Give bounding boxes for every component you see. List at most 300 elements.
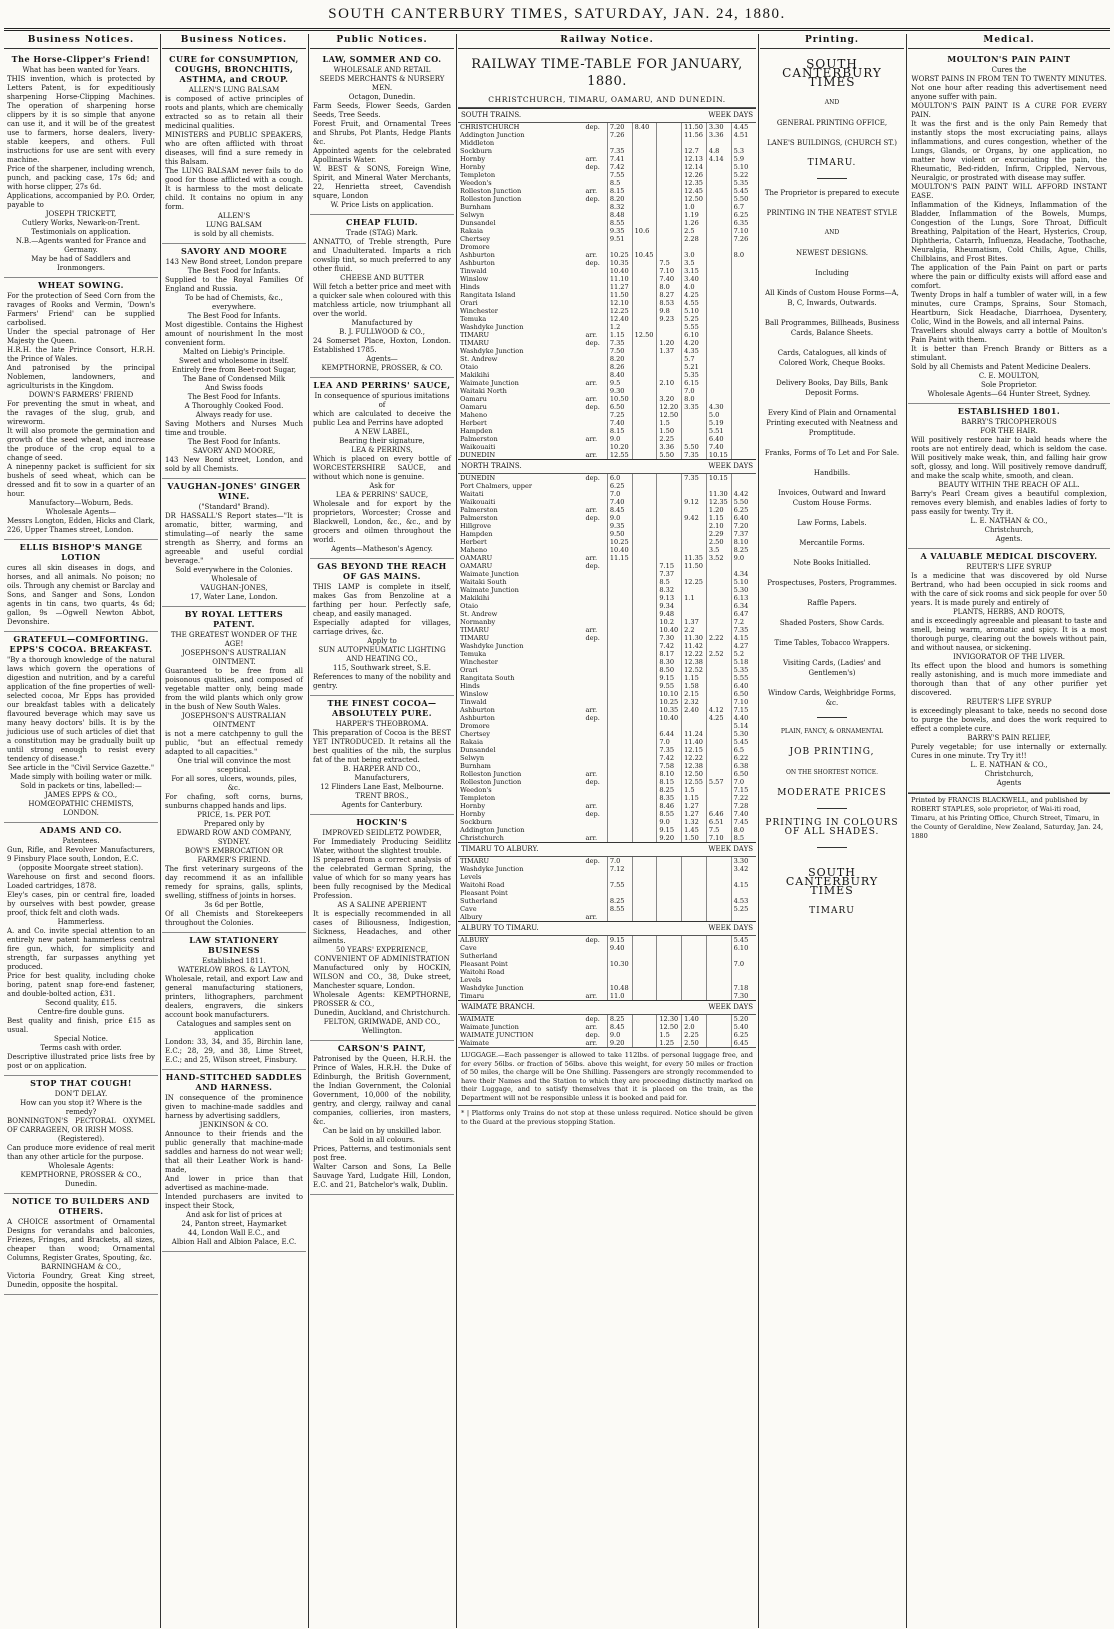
train-time <box>632 347 657 355</box>
ad-text: Guaranteed to be free from all poisonous qualities, and composed of vegetable matter only, being made from the wild plants which only grow in the bush of New South Wales. <box>165 667 303 711</box>
train-time <box>607 762 632 770</box>
train-time: 10.40 <box>607 546 632 554</box>
train-time <box>657 363 682 371</box>
arr-dep <box>583 131 607 139</box>
table-row <box>458 952 756 960</box>
arr-dep: arr. <box>585 802 598 810</box>
train-time: 7.55 <box>607 171 632 179</box>
station-name: Hinds <box>460 283 480 291</box>
train-time: 12.50 <box>657 411 682 419</box>
ad-title: ESTABLISHED 1801. <box>957 406 1061 416</box>
waimate-branch-table <box>458 1015 756 1047</box>
train-time <box>632 339 657 347</box>
ad-text: For all sores, ulcers, wounds, piles, &c. <box>171 775 297 792</box>
station-name: Waikouaiti <box>460 498 496 506</box>
station-name: Temuka <box>460 315 487 323</box>
train-time: 8.53 <box>657 299 682 307</box>
arr-dep <box>583 610 607 618</box>
ad-title: HAND-STITCHED SADDLES AND HARNESS. <box>165 1072 303 1092</box>
train-time: 6.38 <box>731 762 756 770</box>
table-row <box>458 826 756 834</box>
train-time: 7.10 <box>731 227 756 235</box>
table-row <box>458 642 756 650</box>
train-time <box>632 403 657 411</box>
arr-dep <box>583 283 607 291</box>
column-printing <box>760 34 904 1628</box>
table-row <box>458 722 756 730</box>
train-time: 9.0 <box>731 554 756 562</box>
train-time <box>706 363 731 371</box>
train-time: 7.10 <box>731 698 756 706</box>
ad-text: Christchurch, <box>984 770 1034 778</box>
train-time <box>706 642 731 650</box>
table-row <box>458 490 756 498</box>
imprint: Printed by FRANCIS BLACKWELL, and published by ROBERT STAPLES, sole proprietor, of Wai-iti road, Timaru, at his Printing Office, Church Street, Timaru, in the County of Geraldine, New Zealand, Saturday, Jan. 24, 1880 <box>908 793 1110 845</box>
train-time: 2.50 <box>706 538 731 546</box>
train-time <box>706 984 731 992</box>
train-time <box>706 802 731 810</box>
train-time <box>632 1023 657 1031</box>
ad-text: 143 New Bond street, London prepare <box>165 258 303 266</box>
printing-footer-title: SOUTH CANTERBURY TIMES <box>785 866 879 897</box>
train-time <box>706 387 731 395</box>
train-time: 9.35 <box>607 227 632 235</box>
table-row <box>458 275 756 283</box>
train-time: 12.55 <box>607 451 632 459</box>
train-time <box>682 506 707 514</box>
train-time: 5.3 <box>731 147 756 155</box>
section-label: NORTH TRAINS. <box>461 462 522 470</box>
train-time <box>632 602 657 610</box>
train-time: 5.50 <box>731 195 756 203</box>
ad-text: Wholesale Agents—64 Hunter Street, Sydney. <box>927 390 1091 398</box>
station-name: Weedon's <box>460 786 492 794</box>
ad-text: TRENT BROS., <box>355 792 409 800</box>
train-time <box>632 482 657 490</box>
train-time <box>607 610 632 618</box>
station-name: Otaio <box>460 602 479 610</box>
printing-service-item: Shaded Posters, Show Cards. <box>779 619 885 627</box>
table-row <box>458 562 756 570</box>
table-row <box>458 347 756 355</box>
column-heading: Medical. <box>908 34 1110 49</box>
ad-text: Cutlery Works, Newark-on-Trent. <box>22 219 140 227</box>
train-time <box>632 578 657 586</box>
arr-dep <box>583 722 607 730</box>
ad-text: Testimonials on application. <box>31 228 131 236</box>
luggage-notice: LUGGAGE.—Each passenger is allowed to take 112lbs. of personal luggage free, and for every 56lbs. or fraction of 56lbs. above this weight, for every 50 miles or fraction of 50 miles, the charge will be One Shilling. Passengers are strongly recommended to have their Names and the Station to which they are proceeding distinctly marked on their Luggage, and to satisfy themselves that it is placed on the train, as the Department will not be responsible unless it is booked and paid for. <box>458 1047 756 1105</box>
arr-dep: dep. <box>585 634 600 642</box>
train-time <box>706 203 731 211</box>
arr-dep <box>583 690 607 698</box>
train-time <box>706 936 731 944</box>
train-time <box>632 419 657 427</box>
train-time: 8.45 <box>607 506 632 514</box>
table-row <box>458 443 756 451</box>
week-days-label: WEEK DAYS <box>708 1003 753 1011</box>
train-time: 8.15 <box>607 427 632 435</box>
train-time <box>632 363 657 371</box>
train-time <box>731 387 756 395</box>
ad-text: LEA & PERRINS' SAUCE, <box>335 491 429 499</box>
train-time: 6.15 <box>682 379 707 387</box>
ad-title: The Horse-Clipper's Friend! <box>11 54 151 64</box>
ad-text: is composed of active principles of roots and plants, which are chemically extracted so as to retain all their medicinal qualities. <box>165 95 303 130</box>
arr-dep <box>583 211 607 219</box>
train-time <box>607 618 632 626</box>
arr-dep: arr. <box>585 379 598 387</box>
station-name: Waikouaiti <box>460 443 496 451</box>
train-time: 8.10 <box>731 538 756 546</box>
train-time <box>632 435 657 443</box>
table-row <box>458 403 756 411</box>
station-name: Orari <box>460 299 478 307</box>
train-time <box>657 155 682 163</box>
train-time: 9.30 <box>607 387 632 395</box>
train-time: 6.51 <box>706 818 731 826</box>
train-time <box>607 634 632 642</box>
train-time <box>632 770 657 778</box>
table-row <box>458 650 756 658</box>
table-row <box>458 514 756 522</box>
table-row <box>458 187 756 195</box>
table-row <box>458 538 756 546</box>
train-time <box>706 1023 731 1031</box>
train-time <box>731 411 756 419</box>
printing-including: Including <box>815 269 849 277</box>
arr-dep <box>583 865 607 873</box>
train-time: 5.57 <box>706 778 731 786</box>
train-time <box>632 538 657 546</box>
train-time <box>706 219 731 227</box>
train-time <box>607 976 632 984</box>
train-time: 12.22 <box>682 650 707 658</box>
arr-dep <box>583 586 607 594</box>
train-time: 7.35 <box>607 147 632 155</box>
station-name: Hampden <box>460 427 493 435</box>
arr-dep <box>583 227 607 235</box>
table-row <box>458 427 756 435</box>
train-time: 1.45 <box>682 826 707 834</box>
train-time <box>657 323 682 331</box>
arr-dep <box>583 203 607 211</box>
ad-title: CARSON'S PAINT, <box>337 1043 427 1053</box>
arr-dep <box>583 419 607 427</box>
train-time: 12.45 <box>682 187 707 195</box>
ad-text: Descriptive illustrated price lists free by post or on application. <box>7 1053 155 1070</box>
timetable-heading <box>458 108 756 123</box>
station-name: Washdyke Junction <box>460 323 524 331</box>
table-row <box>458 474 756 482</box>
train-time <box>706 275 731 283</box>
ad-text: THIS invention, which is protected by Letters Patent, is for expeditiously sharpening Horse-Clipping Machines. The operation of sharpening horse clippers by it is so simple that anyone can use it, and it will be of the greatest use to farmers, horse dealers, livery-stable keepers, and others. Full instructions for use are sent with every machine. <box>7 75 155 164</box>
printing-fancy: PLAIN, FANCY, & ORNAMENTAL <box>780 728 884 735</box>
train-time: 5.10 <box>731 578 756 586</box>
ad-text: Agents <box>996 779 1022 787</box>
station-name: Temuka <box>460 650 487 658</box>
train-time <box>657 506 682 514</box>
train-time: 8.45 <box>607 1023 632 1031</box>
ad-text: Patentees. <box>62 837 100 845</box>
train-time: 7.22 <box>731 794 756 802</box>
train-time <box>706 395 731 403</box>
station-name: Dromore <box>460 243 490 251</box>
advertisement <box>908 52 1110 404</box>
arr-dep: arr. <box>585 554 598 562</box>
train-time: 12.15 <box>682 746 707 754</box>
train-time <box>731 379 756 387</box>
ad-text: Centre-fire double guns. <box>37 1008 125 1016</box>
train-time: 9.48 <box>657 610 682 618</box>
printing-service-item: Window Cards, Weighbridge Forms, &c. <box>767 689 896 707</box>
arr-dep: dep. <box>585 339 600 347</box>
train-time <box>632 818 657 826</box>
column-rule <box>308 34 309 1628</box>
table-row <box>458 960 756 968</box>
ad-title: CURE for CONSUMPTION, COUGHS, BRONCHITIS, ASTHMA, and CROUP. <box>169 54 299 84</box>
printing-service-item: Law Forms, Labels. <box>797 519 867 527</box>
train-time: 1.58 <box>682 682 707 690</box>
ad-text: BONNINGTON'S PECTORAL OXYMEL OF CARRAGEEN, OR IRISH MOSS. <box>7 1117 155 1134</box>
train-time: 5.30 <box>731 586 756 594</box>
train-time: 6.22 <box>731 754 756 762</box>
train-time <box>706 754 731 762</box>
train-time: 7.0 <box>607 490 632 498</box>
table-row <box>458 602 756 610</box>
ad-text: Manufactured only by HOCKIN, WILSON and CO., 38, Duke street, Manchester square, London. <box>313 964 451 990</box>
advertisement <box>310 215 454 378</box>
train-time <box>706 618 731 626</box>
ad-text: Travellers should always carry a bottle of Moulton's Pain Paint with them. <box>911 327 1107 344</box>
train-time <box>706 968 731 976</box>
printing-service-item: Cards, Catalogues, all kinds of Colored Work, Cheque Books. <box>777 349 887 367</box>
ad-text: Not one hour after reading this advertisement need anyone suffer with pain. <box>911 84 1107 101</box>
train-time <box>632 913 657 921</box>
timetable-heading <box>458 1000 756 1015</box>
train-time <box>632 371 657 379</box>
arr-dep: arr. <box>585 155 598 163</box>
ad-text: DOWN'S FARMERS' FRIEND <box>28 391 134 399</box>
ad-text: MOULTON'S PAIN PAINT WILL AFFORD INSTANT EASE. <box>911 183 1107 200</box>
ad-text: JOSEPHSON'S AUSTRALIAN OINTMENT. <box>181 649 287 666</box>
train-time <box>706 251 731 259</box>
train-time: 8.5 <box>731 834 756 842</box>
ad-text: Christchurch, <box>984 526 1034 534</box>
train-time: 7.40 <box>706 443 731 451</box>
train-time: 3.30 <box>706 123 731 131</box>
train-time: 10.40 <box>657 626 682 634</box>
train-time: 12.7 <box>682 147 707 155</box>
train-time <box>731 363 756 371</box>
table-row <box>458 315 756 323</box>
station-name: Waimate Junction <box>460 570 519 578</box>
table-row <box>458 594 756 602</box>
ad-text: Its effect upon the blood and humors is something really astonishing, and is much more immediate and thorough than that of any other purifier yet discovered. <box>911 662 1107 697</box>
train-time <box>657 139 682 147</box>
train-time: 8.32 <box>657 586 682 594</box>
train-time: 4.0 <box>682 283 707 291</box>
train-time: 7.35 <box>682 474 707 482</box>
divider <box>817 178 847 179</box>
table-row <box>458 570 756 578</box>
advertisement <box>162 607 306 933</box>
train-time: 5.45 <box>731 187 756 195</box>
station-name: Burnham <box>460 203 491 211</box>
ad-text: N.B.—Agents wanted for France and Germany. <box>15 237 147 254</box>
advertisement <box>310 378 454 559</box>
train-time <box>706 960 731 968</box>
train-time <box>682 984 707 992</box>
section-label: TIMARU TO ALBURY. <box>461 845 539 853</box>
station-name: Maheno <box>460 411 488 419</box>
train-time: 12.50 <box>682 195 707 203</box>
table-row <box>458 818 756 826</box>
train-time <box>657 211 682 219</box>
station-name: Winslow <box>460 275 489 283</box>
train-time: 7.0 <box>657 738 682 746</box>
train-time <box>706 602 731 610</box>
ad-text: MOULTON'S PAIN PAINT IS A CURE FOR EVERY PAIN. <box>911 102 1107 119</box>
train-time <box>632 451 657 459</box>
arr-dep <box>583 666 607 674</box>
ad-text: Octagon, Dunedin. <box>348 93 416 101</box>
train-time <box>632 530 657 538</box>
train-time <box>731 347 756 355</box>
ad-text: What has been wanted for Years. <box>22 66 140 74</box>
arr-dep <box>583 602 607 610</box>
train-time <box>607 139 632 147</box>
train-time <box>632 778 657 786</box>
train-time <box>706 730 731 738</box>
ad-text: The LUNG BALSAM never fails to do good for those afflicted with a cough. It is harmless to the most delicate child. It contains no opium in any form. <box>165 167 303 211</box>
printing-service-item: Note Books Initialled. <box>793 559 871 567</box>
arr-dep <box>583 658 607 666</box>
ad-title: CHEAP FLUID. <box>345 217 419 227</box>
train-time: 9.8 <box>657 307 682 315</box>
ad-text: It is better than French Brandy or Bitters as a stimulant. <box>911 345 1107 362</box>
station-name: Tinwald <box>460 267 487 275</box>
table-row <box>458 243 756 251</box>
printing-and: AND <box>824 229 840 236</box>
train-time: 11.30 <box>682 634 707 642</box>
masthead: SOUTH CANTERBURY TIMES, SATURDAY, JAN. 24, 1880. <box>328 6 786 22</box>
ad-text: See article in the "Civil Service Gazette." <box>7 764 155 772</box>
train-time <box>607 889 632 897</box>
train-time <box>607 594 632 602</box>
ad-text: Prepared only by <box>203 820 265 828</box>
train-time <box>607 810 632 818</box>
timetable-heading <box>458 921 756 936</box>
week-days-label: WEEK DAYS <box>708 111 753 119</box>
train-time <box>706 482 731 490</box>
train-time: 2.15 <box>682 690 707 698</box>
ad-text: Always ready for use. <box>195 411 273 419</box>
train-time: 8.20 <box>607 355 632 363</box>
train-time: 10.6 <box>632 227 657 235</box>
table-row <box>458 299 756 307</box>
ad-text: JENKINSON & CO. <box>199 1121 269 1129</box>
train-time: 4.20 <box>682 339 707 347</box>
arr-dep <box>583 976 607 984</box>
station-name: Otaio <box>460 363 479 371</box>
station-name: DUNEDIN <box>460 474 496 482</box>
ad-text: Forest Fruit, and Ornamental Trees and Shrubs, Pot Plants, Hedge Plants &c. <box>313 120 451 146</box>
advertisement <box>162 52 306 244</box>
station-name: Waimate Junction <box>460 586 519 594</box>
table-row <box>458 219 756 227</box>
station-name: Washdyke Junction <box>460 347 524 355</box>
train-time: 1.15 <box>706 514 731 522</box>
ad-text: Sweet and wholesome in itself. <box>179 357 289 365</box>
train-time: 10.2 <box>657 618 682 626</box>
train-time: 5.18 <box>731 658 756 666</box>
train-time <box>657 984 682 992</box>
timetable-heading <box>458 459 756 474</box>
train-time: 8.17 <box>657 650 682 658</box>
station-name: Rangitata South <box>460 674 515 682</box>
ad-text: Announce to their friends and the public generally that machine-made saddles and harness do not wear well; that all their Leather Work is hand-made, <box>165 1130 303 1174</box>
train-time <box>607 738 632 746</box>
train-time <box>632 283 657 291</box>
ad-text: 115, Southwark street, S.E. <box>332 664 432 672</box>
ad-text: Patronised by the Queen, H.R.H. the Prince of Wales, H.R.H. the Duke of Edinburgh, the British Government, the Indian Government, the Colonial Government, 10,000 of the nobility, gentry, and clergy, railway and canal companies, collieries, iron masters, &c. <box>313 1055 451 1126</box>
train-time: 9.0 <box>607 1031 632 1039</box>
train-time <box>632 235 657 243</box>
train-time: 4.12 <box>706 706 731 714</box>
ad-text: Malted on Liebig's Principle. <box>182 348 286 356</box>
table-row <box>458 578 756 586</box>
table-row <box>458 658 756 666</box>
ad-text: London: 33, 34, and 35, Birchin lane, E.C.; 28, 29, and 38, Lime Street, E.C.; and 25, Wilson street, Finsbury. <box>165 1038 303 1064</box>
ad-text: ANNATTO, of Treble strength, Pure and Unadulterated. Imparts a rich cowslip tint, so much preferred to any other fluid. <box>313 238 451 273</box>
train-time: 4.14 <box>706 155 731 163</box>
station-name: Palmerston <box>460 514 498 522</box>
train-time <box>607 794 632 802</box>
ad-text: SAVORY AND MOORE, <box>192 447 276 455</box>
train-time <box>682 889 707 897</box>
arr-dep <box>583 897 607 905</box>
arr-dep: dep. <box>585 714 600 722</box>
train-time: 10.40 <box>657 714 682 722</box>
station-name: Pleasant Point <box>460 889 508 897</box>
arr-dep <box>583 786 607 794</box>
train-time <box>632 1031 657 1039</box>
ad-text: A Thoroughly Cooked Food. <box>184 402 284 410</box>
table-row <box>458 331 756 339</box>
ad-text: 12 Flinders Lane East, Melbourne. <box>320 783 444 791</box>
train-time <box>657 889 682 897</box>
train-time <box>682 952 707 960</box>
train-time <box>706 1031 731 1039</box>
train-time <box>632 379 657 387</box>
train-time: 6.46 <box>706 810 731 818</box>
train-time: 10.20 <box>607 443 632 451</box>
train-time <box>682 522 707 530</box>
station-name: Burnham <box>460 762 491 770</box>
train-time: 8.25 <box>607 897 632 905</box>
arr-dep: arr. <box>585 770 598 778</box>
train-time <box>632 259 657 267</box>
train-time: 7.10 <box>706 834 731 842</box>
table-row <box>458 794 756 802</box>
train-time <box>632 155 657 163</box>
table-row <box>458 267 756 275</box>
train-time <box>632 203 657 211</box>
station-name: Rolleston Junction <box>460 195 522 203</box>
train-time: 8.50 <box>657 666 682 674</box>
train-time: 3.20 <box>657 395 682 403</box>
train-time: 1.26 <box>682 219 707 227</box>
